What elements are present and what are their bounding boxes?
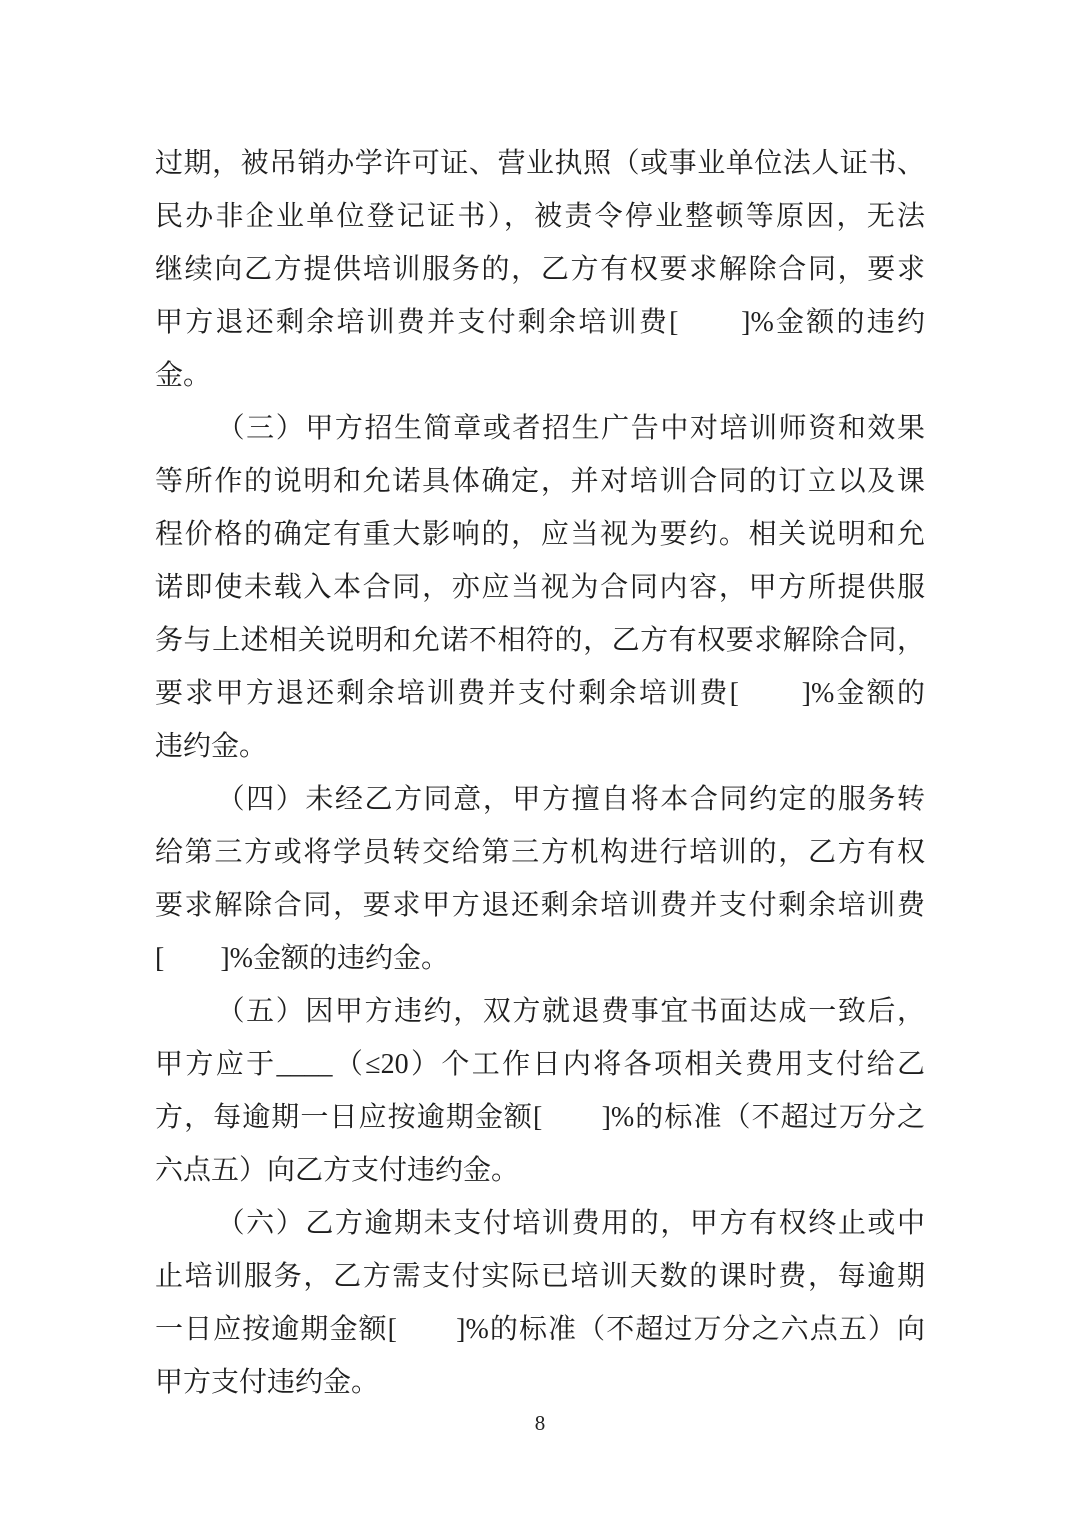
contract-line: 民办非企业单位登记证书），被责令停业整顿等原因，无法 xyxy=(155,201,925,232)
contract-line: [ ]%金额的违约金。 xyxy=(155,943,449,974)
contract-line: 甲方退还剩余培训费并支付剩余培训费[ ]%金额的违约 xyxy=(155,307,925,338)
contract-line: 过期，被吊销办学许可证、营业执照（或事业单位法人证书、 xyxy=(155,148,925,179)
paragraph xyxy=(155,985,925,1197)
paragraph xyxy=(155,402,925,773)
paragraph xyxy=(155,1197,925,1409)
contract-line: 六点五）向乙方支付违约金。 xyxy=(155,1155,520,1186)
contract-line: 诺即使未载入本合同，亦应当视为合同内容，甲方所提供服 xyxy=(155,572,925,603)
contract-line: 甲方应于____（≤20）个工作日内将各项相关费用支付给乙 xyxy=(155,1049,925,1080)
contract-line: （三）甲方招生简章或者招生广告中对培训师资和效果 xyxy=(216,413,925,444)
contract-line: 继续向乙方提供培训服务的，乙方有权要求解除合同，要求 xyxy=(155,254,925,285)
contract-line: 方，每逾期一日应按逾期金额[ ]%的标准（不超过万分之 xyxy=(155,1102,925,1133)
contract-line: 程价格的确定有重大影响的，应当视为要约。相关说明和允 xyxy=(155,519,925,550)
contract-line: （五）因甲方违约，双方就退费事宜书面达成一致后， xyxy=(216,996,925,1027)
contract-line: 要求解除合同，要求甲方退还剩余培训费并支付剩余培训费 xyxy=(155,890,925,921)
paragraph xyxy=(155,137,925,402)
contract-line: 一日应按逾期金额[ ]%的标准（不超过万分之六点五）向 xyxy=(155,1314,925,1345)
contract-body xyxy=(155,137,925,1409)
contract-line: 甲方支付违约金。 xyxy=(155,1367,380,1398)
contract-line: （六）乙方逾期未支付培训费用的，甲方有权终止或中 xyxy=(216,1208,925,1239)
page-number: 8 xyxy=(534,1411,546,1435)
paragraph xyxy=(155,773,925,985)
contract-line: （四）未经乙方同意，甲方擅自将本合同约定的服务转 xyxy=(216,784,925,815)
contract-line: 务与上述相关说明和允诺不相符的，乙方有权要求解除合同， xyxy=(155,625,925,656)
contract-line: 要求甲方退还剩余培训费并支付剩余培训费[ ]%金额的 xyxy=(155,678,925,709)
contract-line: 等所作的说明和允诺具体确定，并对培训合同的订立以及课 xyxy=(155,466,925,497)
contract-line: 违约金。 xyxy=(155,731,268,762)
contract-line: 止培训服务，乙方需支付实际已培训天数的课时费，每逾期 xyxy=(155,1261,925,1292)
contract-line: 给第三方或将学员转交给第三方机构进行培训的，乙方有权 xyxy=(155,837,925,868)
contract-line: 金。 xyxy=(155,360,212,391)
